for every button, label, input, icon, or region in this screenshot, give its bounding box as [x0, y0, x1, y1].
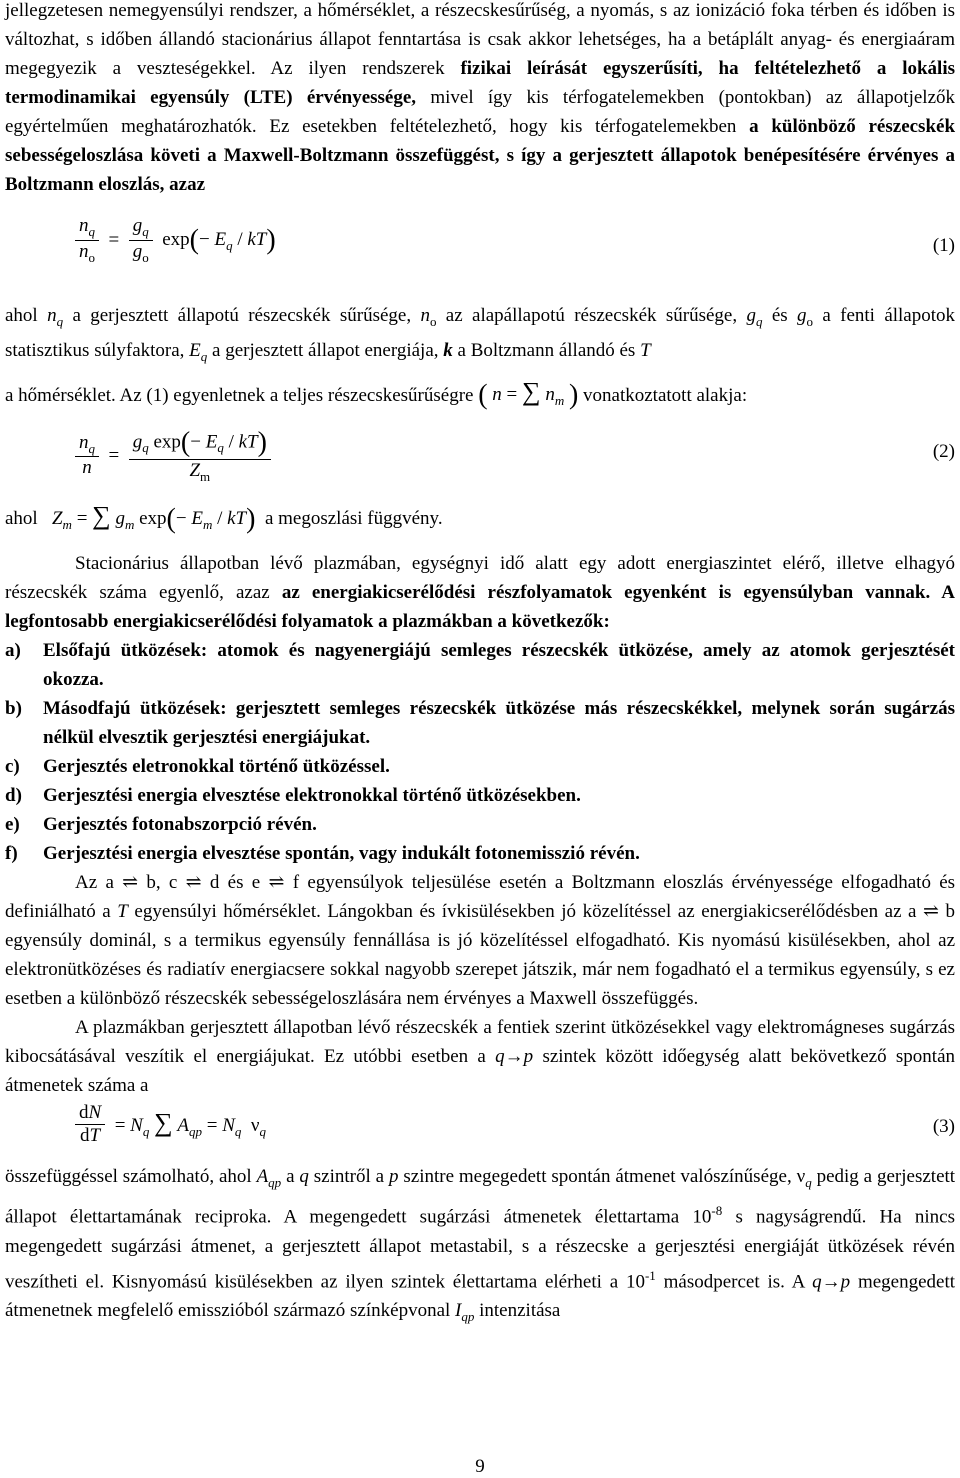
para6-text-g: másodpercet is. A: [663, 1271, 805, 1293]
para6-text-e: pedig a gerjesztett állapot élettartamának reciproka. A megengedett sugárzási átmenetek élettartama 10: [5, 1165, 956, 1228]
para4-text-c: d és e: [209, 871, 261, 893]
list-item-label: c): [5, 755, 20, 777]
exponent-neg8: -8: [711, 1203, 723, 1219]
para4-text-e: egyensúlyi hőmérséklet. Lángokban és ívkisülésekben jó közelítéssel az energiakicserélődésben az a: [134, 900, 917, 922]
exponent-neg1: -1: [644, 1267, 656, 1283]
para2-text-i: vonatkoztatott alakja:: [583, 384, 748, 406]
list-item-text: Elsőfajú ütközések: atomok és nagyenergiájú semleges részecskék ütközése, amely az atomok gerjesztését okozza.: [43, 639, 955, 690]
page-number: 9: [475, 1456, 485, 1477]
list-item-label: e): [5, 813, 20, 835]
paragraph-4: Az a ⇌ b, c ⇌ d és e ⇌ f egyensúlyok teljesülése esetén a Boltzmann eloszlás érvényessége elfogadható és definiálható a T egyensúlyi hőmérséklet. Lángokban és ívkisülésekben jó közelítéssel az energiakicserélődésben az a ⇌ b egyensúly dominál, s a termikus egyensúly fennállása is jó közelítéssel elfogadható. Kis nyomású kisülésekben, ahol az elektronütközéses és radiatív energiacsere sokkal nagyobb szerepet játszik, már nem fogadható el a termikus egyensúly, s ez esetben a különböző részecskék sebességeloszlására nem érvényes a Maxwell összefüggés.: [5, 871, 956, 1009]
para1-text-c: mivel így kis térfogatelemekben (pontokban) az állapotjelzők egyértelműen meghatározhatók. Ez esetekben feltételezhető, hogy kis térfogatelemekben: [5, 87, 955, 137]
list-item-text: Gerjesztési energia elvesztése spontán, vagy indukált fotonemisszió révén.: [43, 842, 640, 864]
para2-text-d: és: [771, 305, 788, 326]
para6-text-b: a: [286, 1165, 295, 1187]
para2-text-c: az alapállapotú részecskék sűrűsége,: [445, 305, 738, 326]
equation-1: $\frac{n_q}{n_o}$ = $\frac{g_q}{g_o}$ $\exp(- E_q / kT)$ (1): [5, 209, 955, 293]
equilibrium-arrow-icon: ⇌: [185, 871, 202, 893]
equilibrium-arrow-icon: ⇌: [122, 871, 139, 893]
eq2-tail: a megoszlási függvény.: [264, 507, 443, 529]
list-item-label: f): [5, 842, 18, 864]
list-item: [5, 752, 955, 781]
equilibrium-arrow-icon: ⇌: [268, 871, 285, 893]
para6-text-h: megengedett átmenetnek megfelelő emisszióból származó színképvonal: [5, 1271, 956, 1322]
partition-function-line: ahol $Z_m$ = ∑ $g_m$ $\exp(- E_m / kT)$ a megoszlási függvény.: [5, 500, 443, 535]
para4-text-f: b egyensúly dominál, s a termikus egyensúly fennállása is jó közelítéssel elfogadható. Kis nyomású kisülésekben, ahol az elektronütközéses és radiatív energiacsere sokkal nagyobb szerepet játszik, már nem fogadható el a termikus egyensúly, s ez esetben a különböző részecskék sebességeloszlására nem érvényes a Maxwell összefüggés.: [5, 900, 955, 1009]
eq2-ahol: ahol: [5, 507, 38, 529]
list-item-text: Gerjesztési energia elvesztése elektronokkal történő ütközésekben.: [43, 784, 581, 806]
eq2-fraction-left: $\frac{n_q}{n}$: [75, 432, 99, 480]
equation-2: $\frac{n_q}{n}$ = $\frac{g_q \exp(- E_q / kT)}{Z_m}$ (2): [5, 425, 955, 495]
process-list: [5, 636, 955, 868]
equation-3-number: (3): [932, 1115, 955, 1137]
list-item: [5, 810, 955, 839]
para3-text-a: Stacionárius állapotban lévő plazmában, egységnyi idő alatt egy adott energiaszintet elérő, illetve elhagyó részecskék száma egyenlő, azaz: [5, 552, 955, 603]
paragraph-6: összefüggéssel számolható, ahol $A_{qp}$ a q szintről a p szintre megegedett spontán átmenet valószínűsége, $\nu_q$ pedig a gerjesztett állapot élettartamának reciproka. A megengedett sugárzási átmenetek élettartama $10^{-8}$ s nagyságrendű. Ha nincs megengedett sugárzási átmenet, a gerjesztett állapot metastabil, s a részecske a gerjesztési energiáját ütközések révén veszítheti el. Kisnyomású kisülésekben az ilyen szintek élettartama elérheti a $10^{-1}$ másodpercet is. A q→p megengedett átmenetnek megfelelő emisszióból származó színképvonal $I_{qp}$ intenzitása: [5, 1165, 956, 1324]
eq3-fraction: $\frac{dN}{dT}$: [75, 1102, 105, 1147]
para4-text-d: f egyensúlyok teljesülése esetén a Boltzmann eloszlás érvényessége elfogadható és definiálható a: [5, 871, 956, 922]
paragraph-3: [5, 549, 955, 636]
para2-text-e: a fenti állapotok statisztikus súlyfaktora,: [5, 305, 956, 361]
para2-text-h: a hőmérséklet. Az (1) egyenletnek a teljes részecskesűrűségre: [5, 384, 474, 406]
equation-2-number: (2): [932, 440, 955, 462]
eq1-fraction-g: $\frac{g_q}{g_o}$: [129, 215, 153, 266]
eq1-fraction-n: $\frac{n_q}{n_o}$: [75, 215, 99, 266]
para6-text-f: s nagyságrendű. Ha nincs megengedett sugárzási átmenet, a gerjesztett állapot metastabil, s a részecske a gerjesztési energiáját ütközések révén veszítheti el. Kisnyomású kisülésekben az ilyen szintek élettartama elérheti a 10: [5, 1206, 955, 1293]
para6-text-c: szintről a: [313, 1165, 385, 1187]
eq2-fraction-right: $\frac{g_q \exp(- E_q / kT)}{Z_m}$: [129, 427, 271, 485]
right-arrow-icon: →: [504, 1045, 524, 1067]
paragraph-1: [5, 0, 955, 199]
para4-text-b: b, c: [146, 871, 178, 893]
para1-bold-d: a különböző részecskék sebességeloszlása követi a Maxwell-Boltzmann összefüggést, s így a gerjesztett állapotok benépesítésére érvényes a Boltzmann eloszlás, azaz: [5, 116, 956, 195]
equation-3: $\frac{dN}{dT}$ = $N_q$ ∑ $A_{qp} = N_q$ $\nu_q$ (3): [5, 1100, 955, 1162]
paragraph-5: A plazmákban gerjesztett állapotban lévő részecskék a fentiek szerint ütközésekkel vagy elektromágneses sugárzás kibocsátásával veszítik el energiájukat. Ez utóbbi esetben a q→p szintek között időegység alatt bekövetkező spontán átmenetek száma a: [5, 1016, 956, 1096]
paragraph-2-cont: a hőmérséklet. Az (1) egyenletnek a teljes részecskesűrűségre ( n = ∑ $n_m$ ) vonatkoztatott alakja:: [5, 376, 748, 411]
para6-text-i: intenzitása: [479, 1300, 561, 1322]
list-item-text: Gerjesztés fotonabszorpció révén.: [43, 813, 317, 835]
list-item: [5, 839, 955, 868]
list-item-text: Gerjesztés eletronokkal történő ütközéssel.: [43, 755, 390, 777]
para2-text-f: a gerjesztett állapot energiája,: [212, 339, 439, 361]
list-item-text: Másodfajú ütközések: gerjesztett semleges részecskék ütközése más részecskékkel, melynek során sugárzás nélkül elvesztik gerjesztési energiájukat.: [43, 697, 955, 748]
para2-text-b: a gerjesztett állapotú részecskék sűrűsége,: [72, 305, 412, 326]
list-item-label: a): [5, 639, 21, 661]
right-arrow-icon: →: [821, 1271, 841, 1293]
para6-text-a: összefüggéssel számolható, ahol: [5, 1165, 252, 1187]
paragraph-2: ahol $n_q$ a gerjesztett állapotú részecskék sűrűsége, $n_o$ az alapállapotú részecskék sűrűsége, $g_q$ és $g_o$ a fenti állapotok statisztikus súlyfaktora, $E_q$ a gerjesztett állapot energiája, k a Boltzmann állandó és T: [5, 305, 956, 364]
para5-text-a: A plazmákban gerjesztett állapotban lévő részecskék a fentiek szerint ütközésekkel vagy elektromágneses sugárzás kibocsátásával veszítik el energiájukat. Ez utóbbi esetben a: [5, 1016, 955, 1067]
list-item: [5, 694, 955, 752]
para1-bold-b: fizikai leírását egyszerűsíti, ha feltételezhető a lokális termodinamikai egyensúly (LTE) érvényessége,: [5, 58, 955, 108]
para6-text-d: szintre megegedett spontán átmenet valószínűsége,: [403, 1165, 792, 1187]
equation-1-number: (1): [932, 235, 955, 256]
equilibrium-arrow-icon: ⇌: [923, 900, 939, 922]
list-item-label: b): [5, 697, 22, 719]
list-item: [5, 781, 955, 810]
para2-text-g: a Boltzmann állandó és: [457, 339, 636, 361]
para4-text-a: Az a: [75, 871, 114, 893]
list-item: [5, 636, 955, 694]
list-item-label: d): [5, 784, 22, 806]
document-page: [5, 0, 955, 1331]
para2-text-a: ahol: [5, 305, 38, 326]
para1-text-a: jellegzetesen nemegyensúlyi rendszer, a hőmérséklet, a részecskesűrűség, a nyomás, s az ionizáció foka térben és időben is változhat, s időben állandó stacionárius állapot fenntartása is csak akkor lehetséges, ha a betáplált anyag- és energiaáram megegyezik a veszteségekkel. Az ilyen rendszerek: [5, 0, 955, 79]
para5-text-b: szintek között időegység alatt bekövetkező spontán átmenetek száma a: [5, 1045, 956, 1096]
para3-bold-b: az energiakicserélődési részfolyamatok egyenként is egyensúlyban vannak. A legfontosabb energiakicserélődési folyamatok a plazmákban a következők:: [5, 581, 956, 632]
